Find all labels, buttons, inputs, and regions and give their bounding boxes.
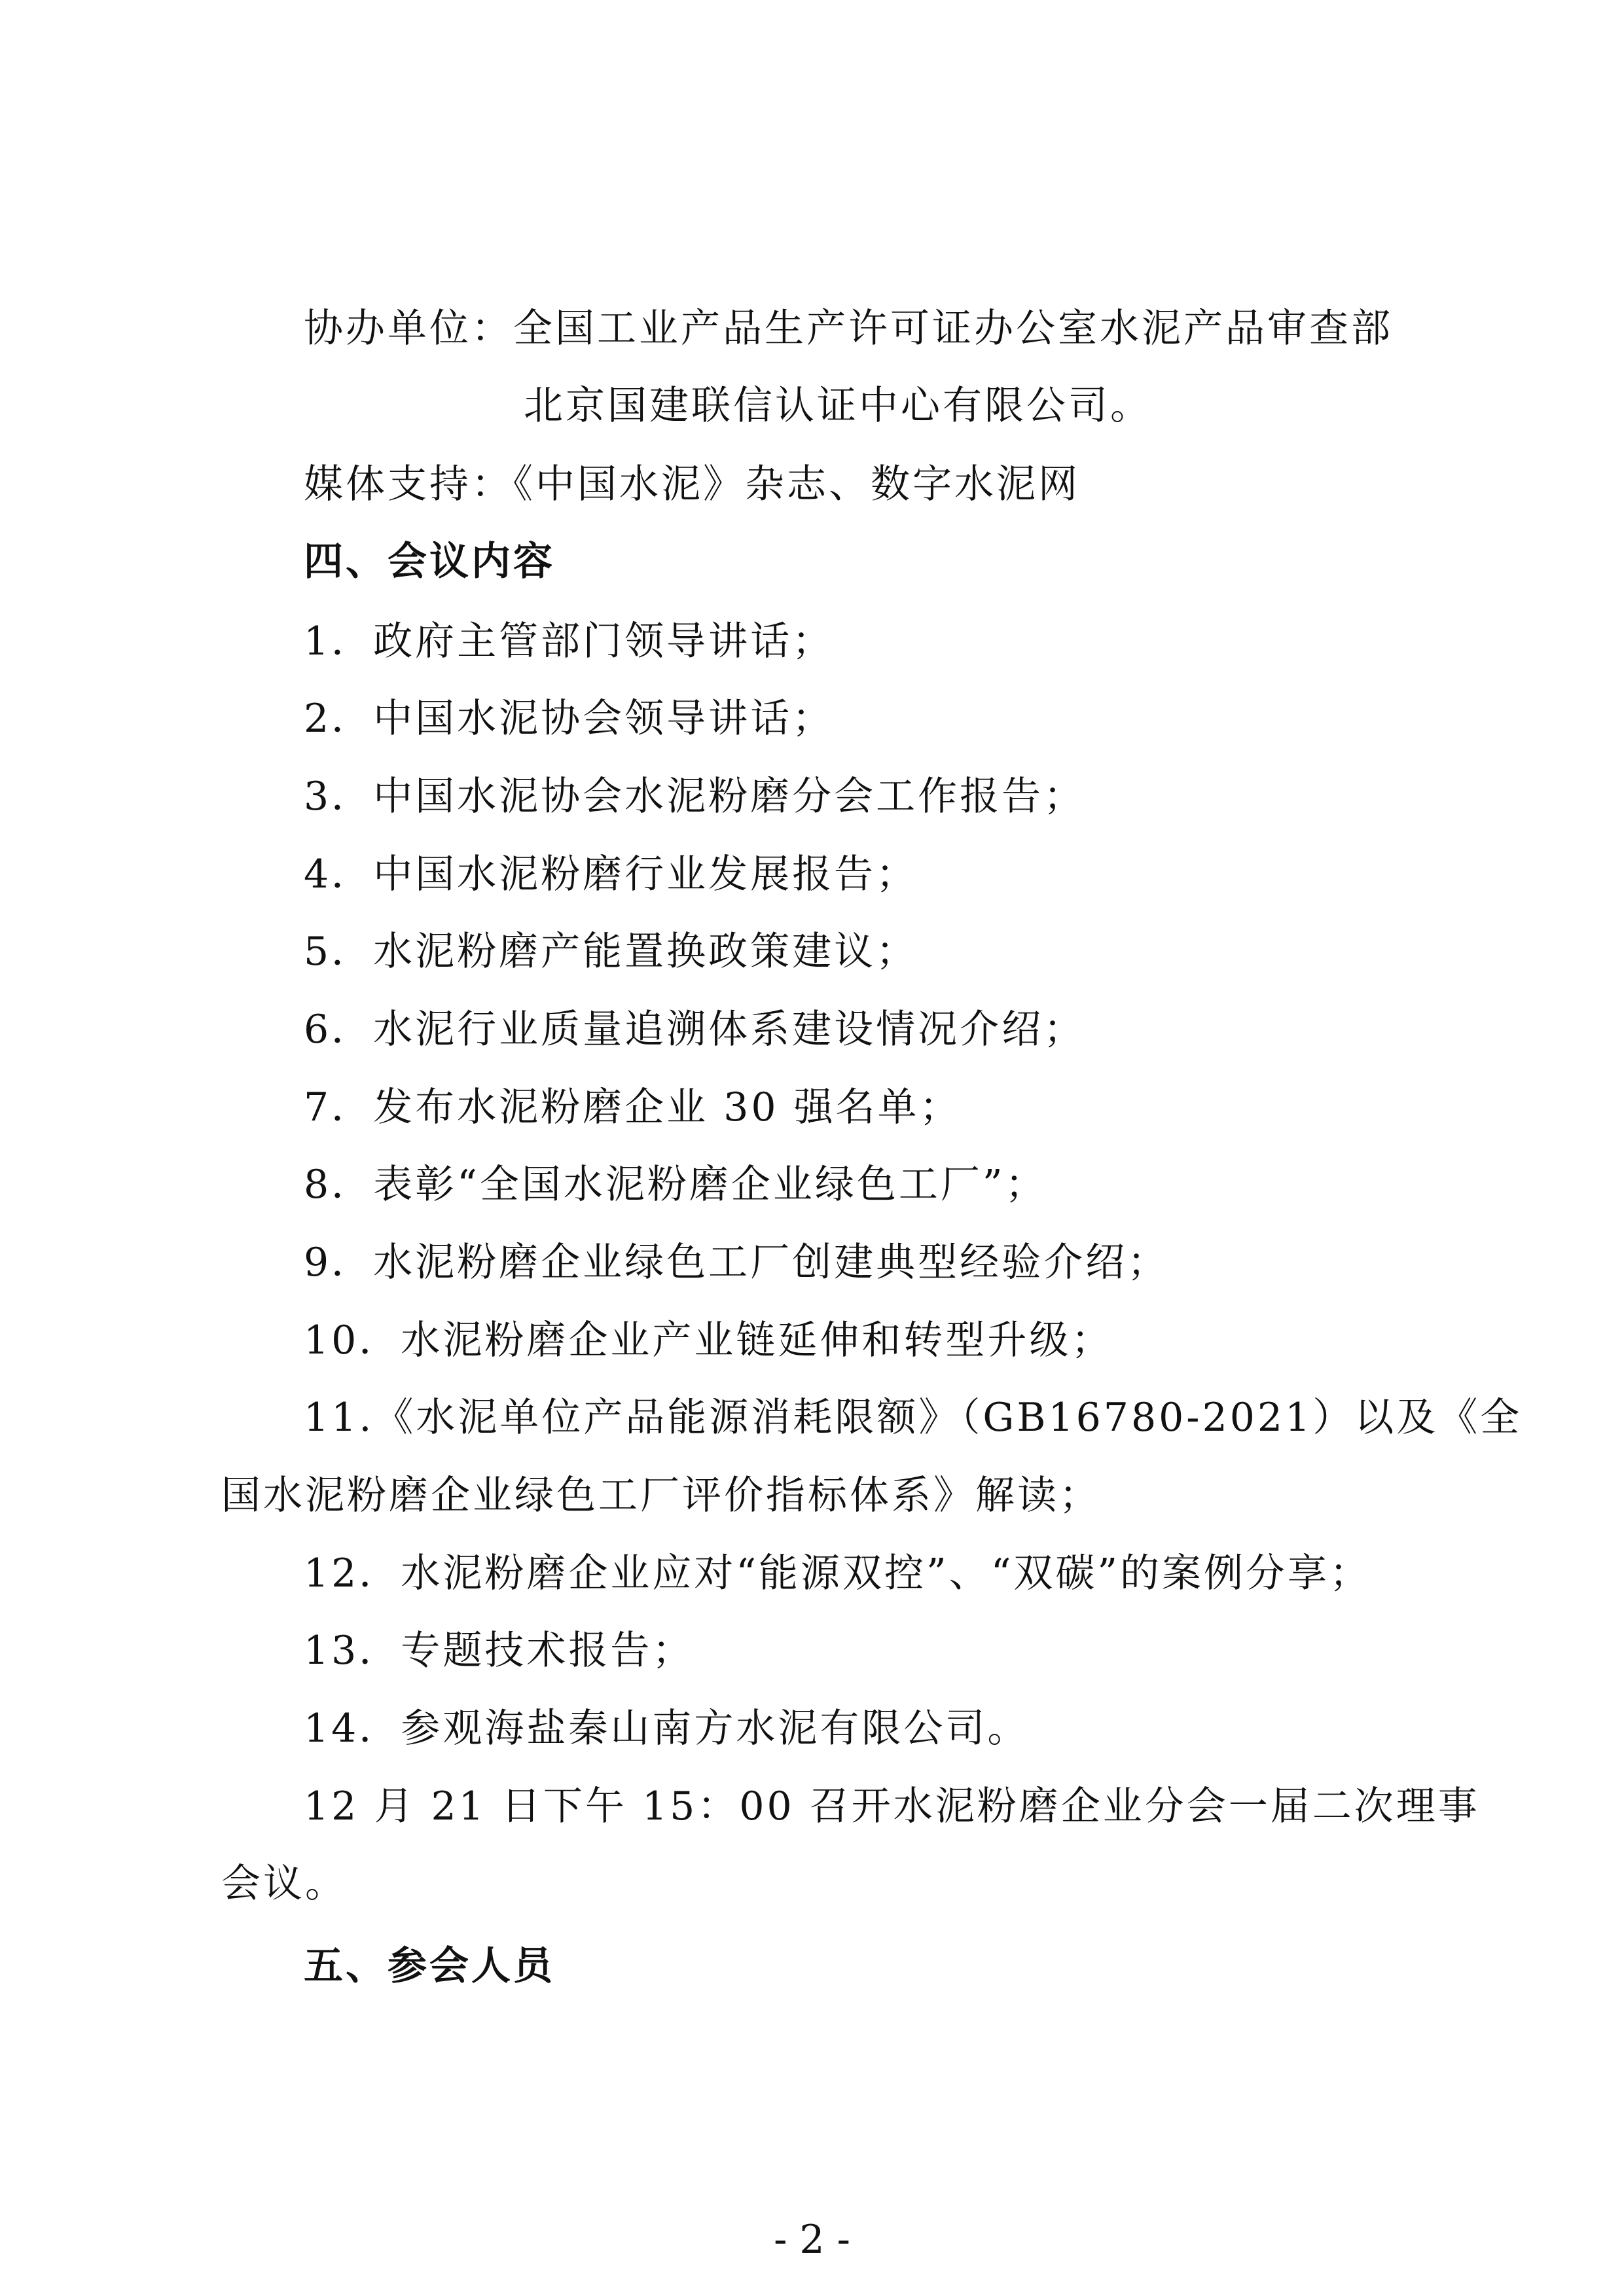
media-support-value: 《中国水泥》杂志、数字水泥网	[513, 461, 1080, 507]
agenda-item-11-line-1: 11.《水泥单位产品能源消耗限额》（GB16780-2021）以及《全	[304, 1395, 1523, 1441]
co-organizer-unit-2: 北京国建联信认证中心有限公司。	[524, 383, 1152, 429]
agenda-item-2: 2．中国水泥协会领导讲话；	[304, 696, 835, 742]
agenda-item-6: 6．水泥行业质量追溯体系建设情况介绍；	[304, 1007, 1086, 1052]
agenda-item-8: 8．表彰“全国水泥粉磨企业绿色工厂”；	[304, 1162, 1047, 1208]
agenda-item-11-line-2: 国水泥粉磨企业绿色工厂评价指标体系》解读；	[221, 1473, 1101, 1518]
agenda-item-9: 9．水泥粉磨企业绿色工厂创建典型经验介绍；	[304, 1240, 1170, 1285]
agenda-item-14: 14．参观海盐秦山南方水泥有限公司。	[304, 1706, 1030, 1751]
agenda-item-5: 5．水泥粉磨产能置换政策建议；	[304, 929, 918, 975]
section-four-heading: 四、会议内容	[304, 539, 555, 584]
agenda-item-13: 13．专题技术报告；	[304, 1628, 695, 1674]
media-support-label: 媒体支持：	[304, 461, 513, 507]
section-five-heading: 五、参会人员	[304, 1943, 555, 1989]
agenda-item-4: 4．中国水泥粉磨行业发展报告；	[304, 852, 918, 897]
co-organizer-unit-1: 全国工业产品生产许可证办公室水泥产品审查部	[513, 306, 1393, 351]
agenda-item-1: 1．政府主管部门领导讲话；	[304, 619, 835, 664]
agenda-item-12: 12．水泥粉磨企业应对“能源双控”、“双碳”的案例分享；	[304, 1551, 1372, 1596]
agenda-item-10: 10．水泥粉磨企业产业链延伸和转型升级；	[304, 1318, 1113, 1363]
co-organizer-label: 协办单位：	[304, 306, 513, 351]
council-meeting-note-line-2: 会议。	[221, 1861, 347, 1907]
media-support-line	[304, 458, 1080, 511]
agenda-item-3: 3．中国水泥协会水泥粉磨分会工作报告；	[304, 774, 1086, 819]
agenda-item-7: 7．发布水泥粉磨企业 30 强名单；	[304, 1085, 962, 1130]
co-organizer-line-1	[304, 302, 1393, 355]
council-meeting-note-line-1: 12 月 21 日下午 15：00 召开水泥粉磨企业分会一届二次理事	[304, 1784, 1480, 1829]
page-number: - 2 -	[774, 2217, 850, 2263]
